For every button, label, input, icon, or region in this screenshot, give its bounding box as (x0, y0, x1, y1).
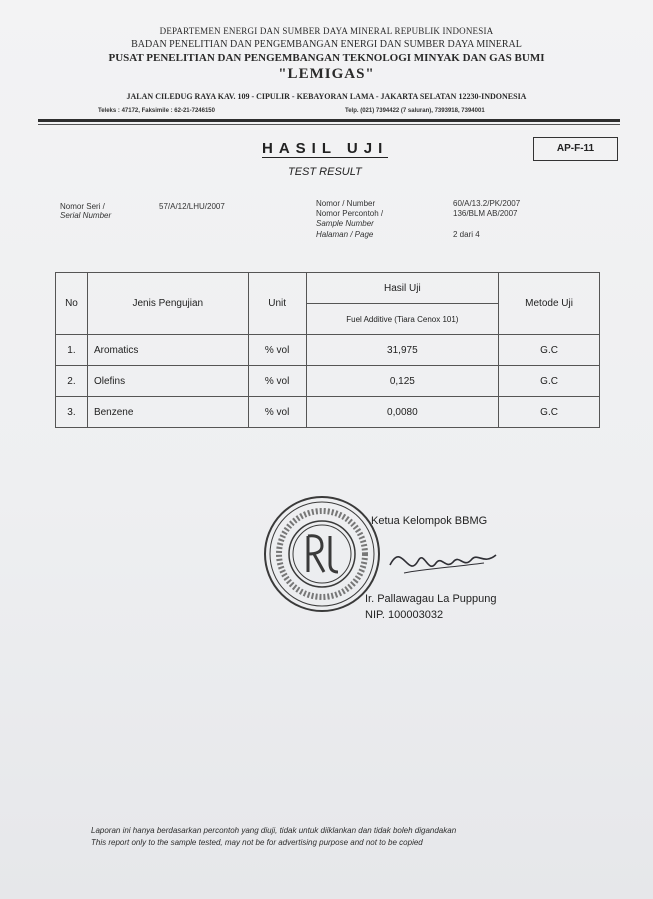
signer-title: Ketua Kelompok BBMG (371, 515, 488, 527)
serial-label: Nomor Seri / (60, 202, 105, 211)
table-row (56, 366, 600, 397)
row-value: 31,975 (306, 335, 499, 366)
table-row (56, 397, 600, 428)
header-result: Hasil Uji (306, 273, 499, 304)
header-center: PUSAT PENELITIAN DAN PENGEMBANGAN TEKNOLOGI MINYAK DAN GAS BUMI (108, 52, 545, 64)
header-lemigas: "LEMIGAS" (278, 66, 375, 82)
number-value: 60/A/13.2/PK/2007 (453, 199, 521, 208)
header-method: Metode Uji (499, 273, 600, 335)
header-test: Jenis Pengujian (87, 273, 248, 335)
row-no: 2. (56, 366, 88, 397)
serial-value: 57/A/12/LHU/2007 (159, 202, 225, 211)
results-table (55, 272, 600, 428)
row-test: Aromatics (87, 335, 248, 366)
sample-value: 136/BLM AB/2007 (453, 209, 518, 218)
header-agency: BADAN PENELITIAN DAN PENGEMBANGAN ENERGI DAN SUMBER DAYA MINERAL (131, 39, 522, 50)
handwritten-signature (384, 535, 504, 585)
form-number-box: AP-F-11 (533, 137, 618, 161)
header-sample: Fuel Additive (Tiara Cenox 101) (306, 304, 499, 335)
header-phone: Telp. (021) 7394422 (7 saluran), 7393918, 7394001 (345, 108, 485, 114)
row-method: G.C (499, 335, 600, 366)
row-value: 0,0080 (306, 397, 499, 428)
row-test: Benzene (87, 397, 248, 428)
footer-disclaimer-en: This report only to the sample tested, may not be for advertising purpose and not to be copied (91, 838, 423, 847)
document-title: HASIL UJI (262, 140, 389, 157)
header-ministry: DEPARTEMEN ENERGI DAN SUMBER DAYA MINERAL REPUBLIK INDONESIA (159, 26, 494, 36)
row-unit: % vol (248, 397, 306, 428)
row-no: 3. (56, 397, 88, 428)
header-telex: Teleks : 47172, Faksimile : 62-21-7246150 (98, 108, 215, 114)
page-value: 2 dari 4 (453, 230, 480, 239)
number-label: Nomor / Number (316, 199, 376, 208)
serial-label-en: Serial Number (60, 211, 112, 220)
sample-label: Nomor Percontoh / (316, 209, 384, 218)
header-unit: Unit (248, 273, 306, 335)
row-method: G.C (499, 366, 600, 397)
signer-name: Ir. Pallawagau La Puppung (365, 593, 497, 605)
row-unit: % vol (248, 335, 306, 366)
row-value: 0,125 (306, 366, 499, 397)
row-unit: % vol (248, 366, 306, 397)
footer-disclaimer-id: Laporan ini hanya berdasarkan percontoh yang diuji, tidak untuk diiklankan dan tidak boleh digandakan (91, 826, 457, 835)
row-method: G.C (499, 397, 600, 428)
header-divider-thin (38, 124, 620, 125)
official-stamp (262, 494, 382, 614)
header-divider (38, 119, 620, 122)
row-no: 1. (56, 335, 88, 366)
row-test: Olefins (87, 366, 248, 397)
page-label: Halaman / Page (316, 230, 374, 239)
table-row (56, 335, 600, 366)
sample-label-en: Sample Number (316, 219, 374, 228)
document-subtitle: TEST RESULT (288, 166, 362, 178)
header-address: JALAN CILEDUG RAYA KAV. 109 - CIPULIR - KEBAYORAN LAMA - JAKARTA SELATAN 12230-INDONESIA (126, 92, 527, 101)
signer-nip: NIP. 100003032 (365, 609, 444, 621)
header-no: No (56, 273, 88, 335)
